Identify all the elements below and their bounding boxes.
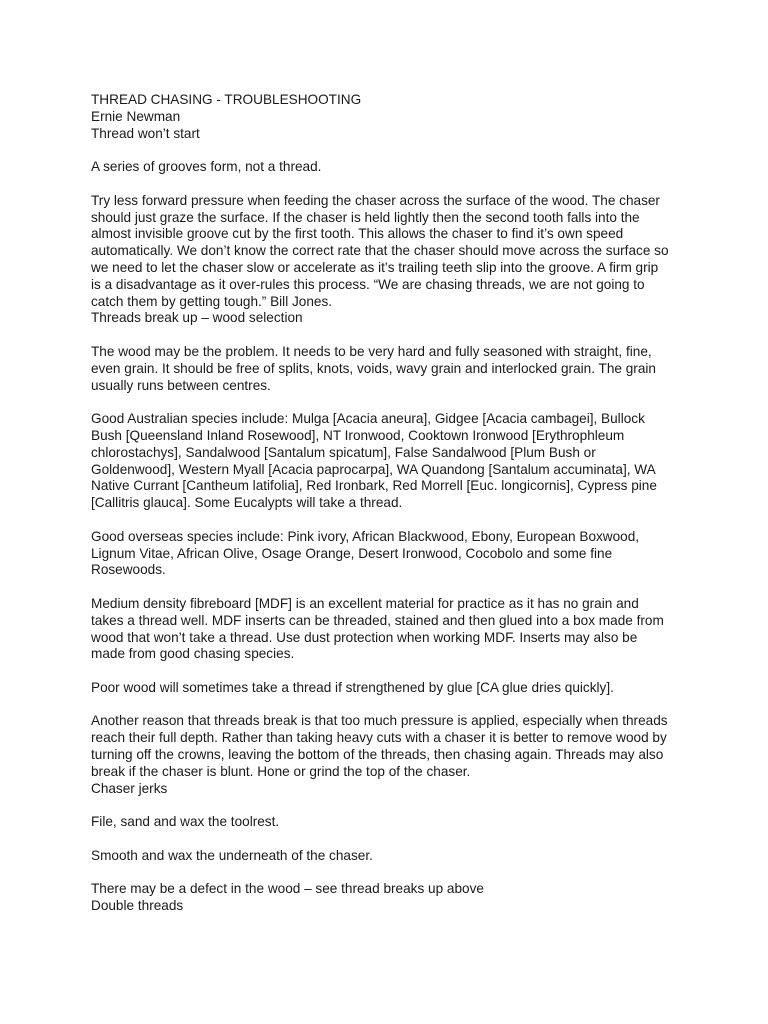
paragraph-line: we need to let the chaser slow or accelerate as it’s trailing teeth slip into the groove. A firm grip	[91, 259, 659, 275]
paragraph-line: turning off the crowns, leaving the bottom of the threads, then chasing again. Threads may also	[91, 747, 664, 763]
paragraph	[91, 411, 691, 512]
paragraph	[91, 159, 691, 176]
paragraph-line: chlorostachys], Sandalwood [Santalum spicatum], False Sandalwood [Plum Bush or	[91, 444, 596, 460]
paragraph	[91, 193, 691, 311]
paragraph-line: Bush [Queensland Inland Rosewood], NT Ironwood, Cooktown Ironwood [Erythrophleum	[91, 427, 625, 443]
paragraph-line: made from good chasing species.	[91, 646, 295, 662]
paragraph-line: Lignum Vitae, African Olive, Osage Orange, Desert Ironwood, Cocobolo and some fine	[91, 545, 613, 561]
paragraph-line: automatically. We don’t know the correct rate that the chaser should move across the surface so	[91, 243, 669, 259]
paragraph-line: usually runs between centres.	[91, 377, 271, 393]
document-title: THREAD CHASING - TROUBLESHOOTING	[91, 92, 362, 107]
paragraph-line: Smooth and wax the underneath of the chaser.	[91, 847, 373, 863]
paragraph-line: Goldenwood], Western Myall [Acacia paprocarpa], WA Quandong [Santalum accuminata], WA	[91, 461, 656, 477]
paragraph-line: Try less forward pressure when feeding the chaser across the surface of the wood. The chaser	[91, 192, 660, 208]
paragraph-line: reach their full depth. Rather than taking heavy cuts with a chaser it is better to remove wood by	[91, 730, 667, 746]
paragraph-line: A series of grooves form, not a thread.	[91, 159, 322, 175]
paragraph-line: Another reason that threads break is that too much pressure is applied, especially when threads	[91, 713, 668, 729]
paragraph-line: File, sand and wax the toolrest.	[91, 814, 280, 830]
paragraph-line: almost invisible groove cut by the first tooth. This allows the chaser to find it’s own speed	[91, 226, 624, 242]
paragraph-line: catch them by getting tough.” Bill Jones.	[91, 293, 333, 309]
paragraph-line: even grain. It should be free of splits, knots, voids, wavy grain and interlocked grain. The grain	[91, 360, 656, 376]
paragraph-line: break if the chaser is blunt. Hone or grind the top of the chaser.	[91, 763, 471, 779]
section-heading: Thread won’t start	[91, 125, 200, 141]
paragraph	[91, 814, 691, 831]
paragraph-line: is a disadvantage as it over-rules this process. “We are chasing threads, we are not going to	[91, 276, 645, 292]
paragraph	[91, 680, 691, 697]
paragraph	[91, 596, 691, 663]
paragraph	[91, 881, 691, 898]
paragraph	[91, 344, 691, 394]
paragraph-line: Medium density fibreboard [MDF] is an excellent material for practice as it has no grain and	[91, 595, 639, 611]
paragraph-line: [Callitris glauca]. Some Eucalypts will take a thread.	[91, 495, 403, 511]
paragraph-line: should just graze the surface. If the chaser is held lightly then the second tooth falls into the	[91, 209, 640, 225]
document-page	[91, 92, 691, 915]
document-author: Ernie Newman	[91, 108, 181, 124]
paragraph-line: The wood may be the problem. It needs to be very hard and fully seasoned with straight, fine,	[91, 343, 652, 359]
paragraph-line: Good overseas species include: Pink ivory, African Blackwood, Ebony, European Boxwood,	[91, 528, 640, 544]
paragraph-line: wood that won’t take a thread. Use dust protection when working MDF. Inserts may also be	[91, 629, 638, 645]
section-heading: Threads break up – wood selection	[91, 310, 303, 326]
paragraph-line: Rosewoods.	[91, 562, 166, 578]
section-heading: Chaser jerks	[91, 780, 168, 796]
paragraph-line: Good Australian species include: Mulga [Acacia aneura], Gidgee [Acacia cambagei], Bullock	[91, 411, 645, 427]
paragraph-line: takes a thread well. MDF inserts can be threaded, stained and then glued into a box made from	[91, 612, 664, 628]
section-heading: Double threads	[91, 898, 184, 914]
paragraph-line: Poor wood will sometimes take a thread if strengthened by glue [CA glue dries quickly].	[91, 679, 614, 695]
paragraph-line: Native Currant [Cantheum latifolia], Red Ironbark, Red Morrell [Euc. longicornis], Cypress pine	[91, 478, 657, 494]
paragraph	[91, 713, 691, 780]
paragraph	[91, 529, 691, 579]
paragraph	[91, 848, 691, 865]
paragraph-line: There may be a defect in the wood – see thread breaks up above	[91, 881, 484, 897]
